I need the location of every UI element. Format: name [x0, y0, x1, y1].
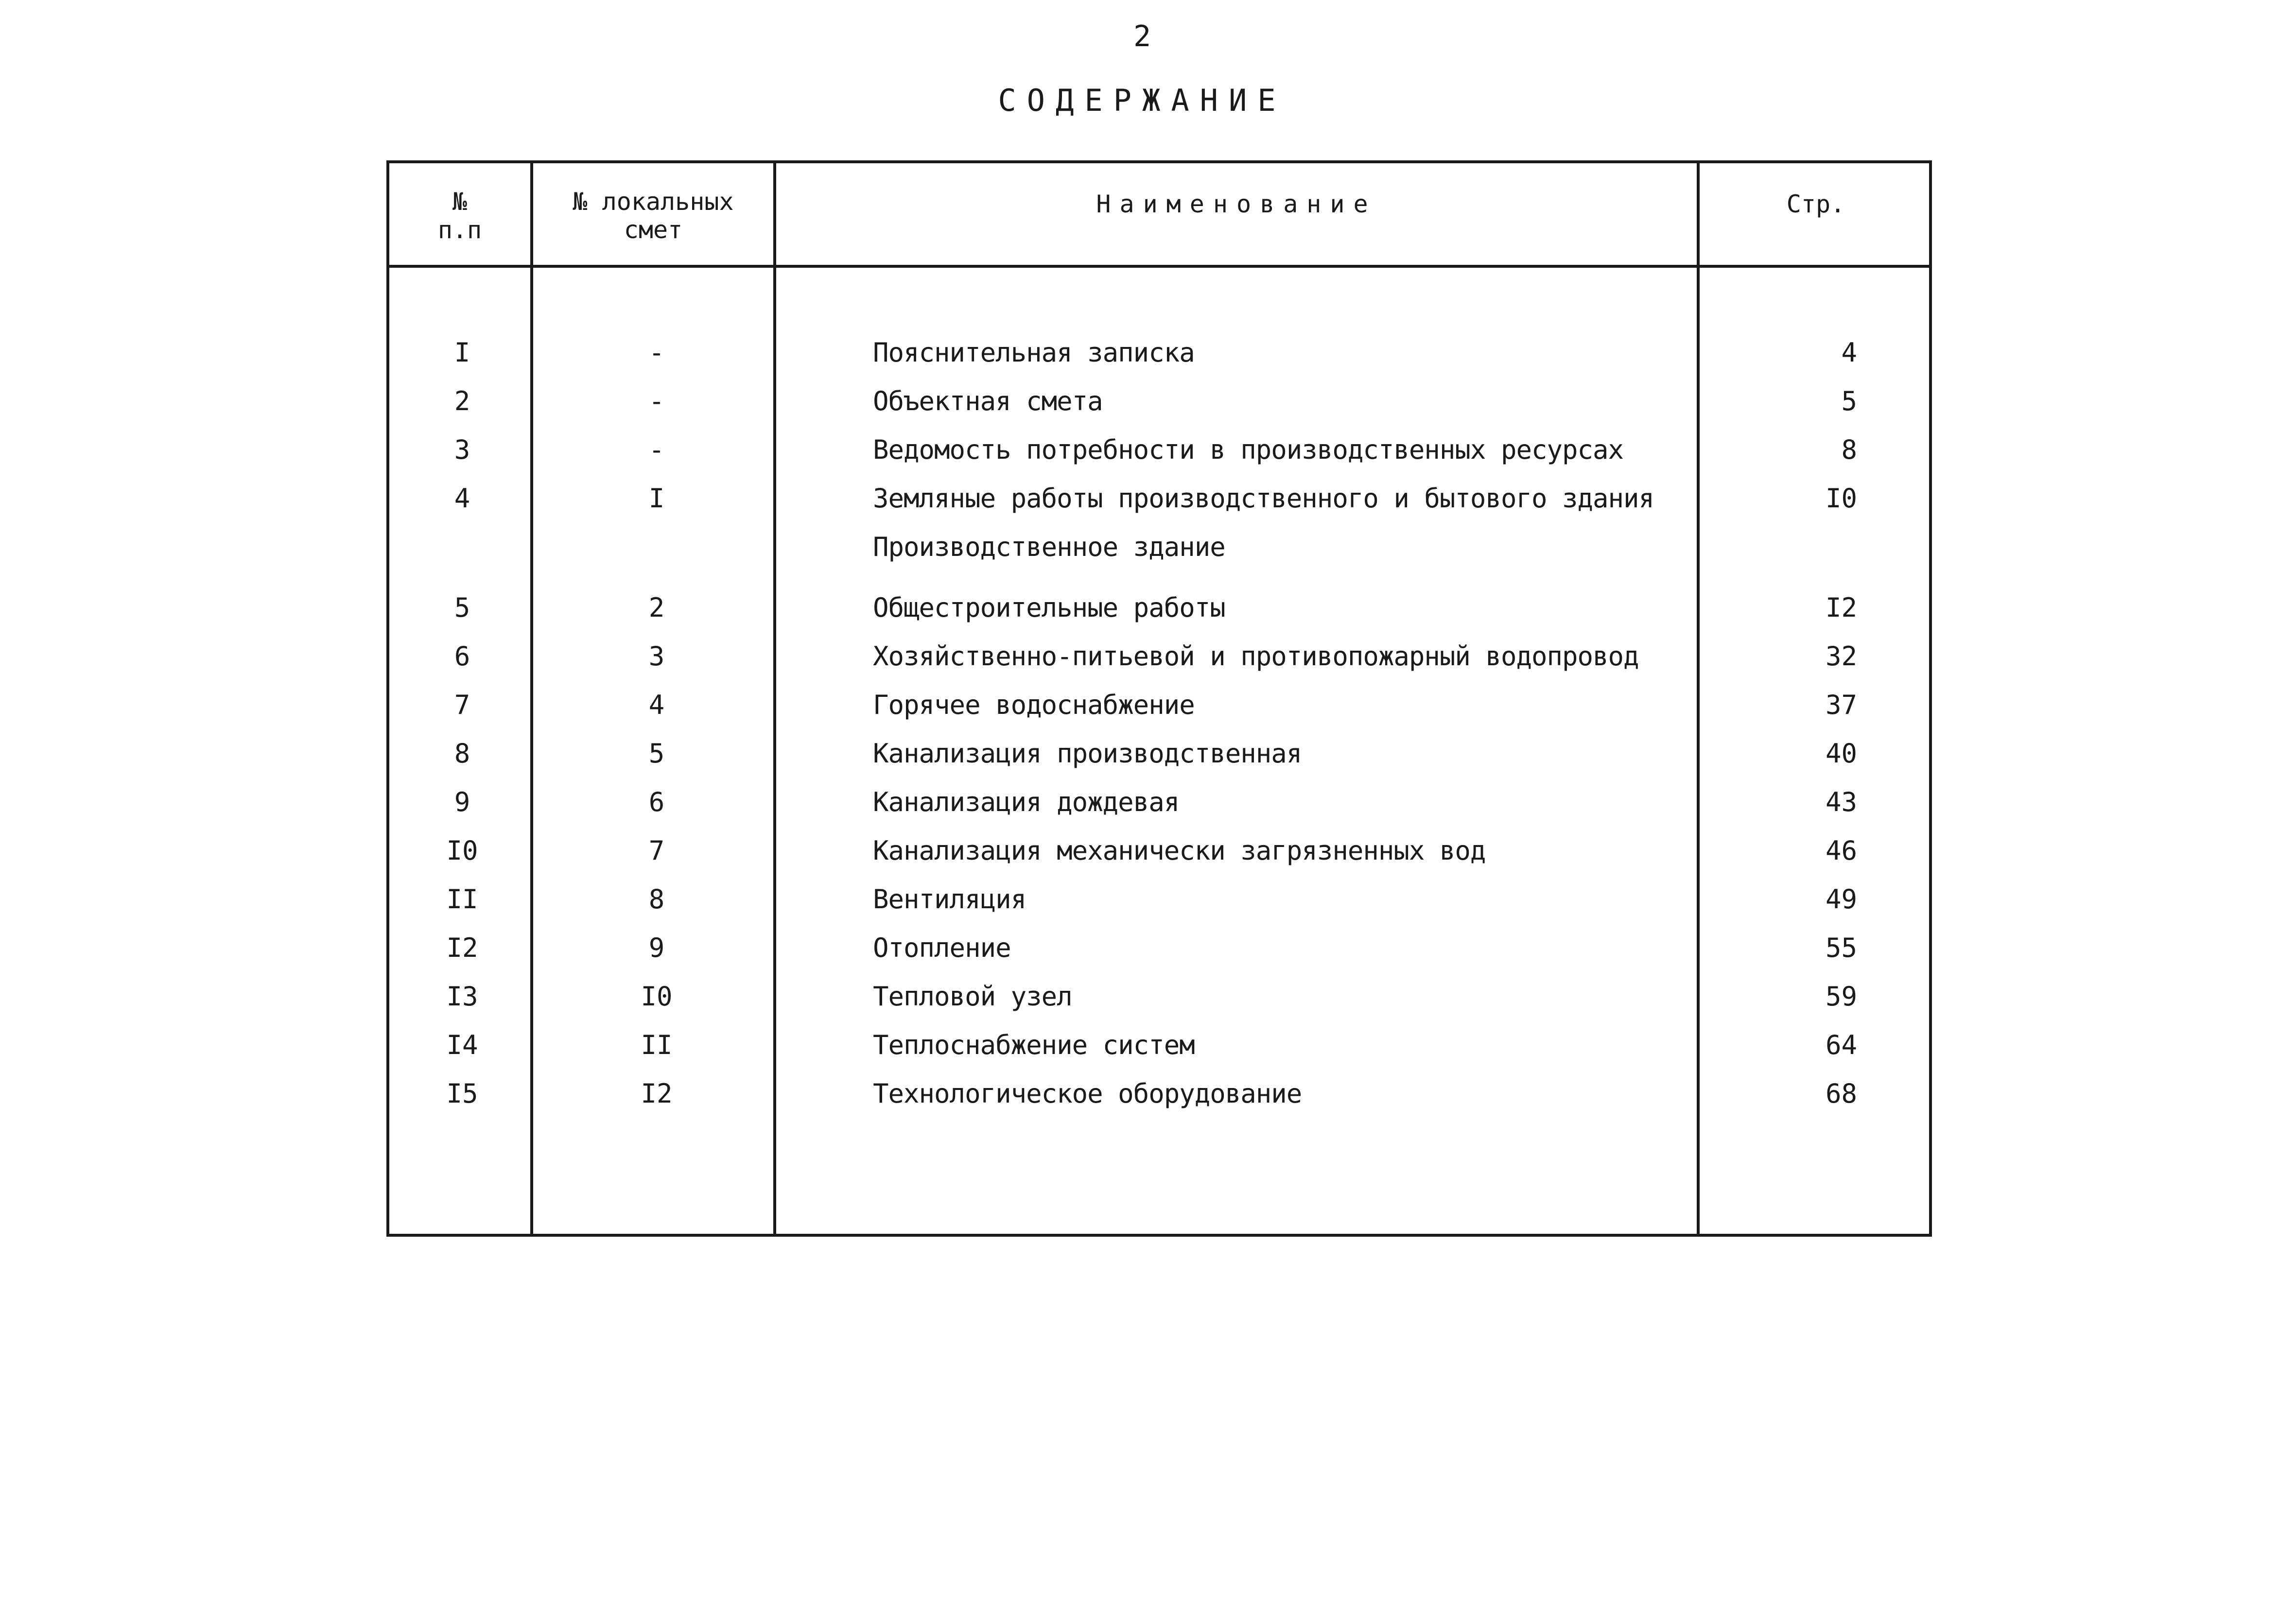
row-name: Ведомость потребности в производственных ресурсах — [873, 434, 1624, 465]
row-name: Отопление — [873, 933, 1011, 963]
row-local-estimate: 2 — [648, 592, 665, 623]
row-page: 4 — [1841, 337, 1857, 368]
row-number: I2 — [446, 933, 478, 963]
row-number: I4 — [446, 1030, 478, 1060]
row-page: 37 — [1825, 690, 1857, 720]
header-local-estimate-line2: смет — [624, 215, 683, 244]
row-name: Вентиляция — [873, 884, 1026, 915]
row-name: Канализация механически загрязненных вод — [873, 835, 1486, 866]
row-local-estimate: 7 — [648, 835, 665, 866]
table-row — [389, 780, 1929, 824]
row-page: 8 — [1841, 434, 1857, 465]
row-number: 7 — [454, 690, 470, 720]
row-number: 8 — [454, 738, 470, 769]
row-name: Пояснительная записка — [873, 337, 1195, 368]
row-local-estimate: II — [641, 1030, 673, 1060]
row-name: Технологическое оборудование — [873, 1078, 1302, 1109]
table-row — [389, 975, 1929, 1019]
table-row — [389, 331, 1929, 375]
table-row — [389, 926, 1929, 970]
row-number: 4 — [454, 483, 470, 514]
row-number: 6 — [454, 641, 470, 672]
row-page: 59 — [1825, 981, 1857, 1012]
row-number: I5 — [446, 1078, 478, 1109]
table-row — [389, 380, 1929, 423]
table-row — [389, 428, 1929, 472]
table-row — [389, 878, 1929, 921]
header-name: Наименование — [1096, 190, 1377, 218]
header-item-number — [389, 163, 530, 268]
row-number — [389, 525, 535, 569]
table-row — [389, 1023, 1929, 1067]
row-name: Канализация дождевая — [873, 787, 1180, 817]
table-row — [389, 732, 1929, 776]
row-number: II — [446, 884, 478, 915]
row-number: 5 — [454, 592, 470, 623]
header-local-estimate — [533, 163, 773, 268]
table-row — [389, 635, 1929, 678]
page-number: 2 — [1133, 19, 1151, 53]
table-row — [389, 1072, 1929, 1116]
row-local-estimate: 4 — [648, 690, 665, 720]
row-name: Объектная смета — [873, 386, 1103, 416]
row-local-estimate: 3 — [648, 641, 665, 672]
row-page — [1702, 525, 1857, 569]
row-local-estimate: 6 — [648, 787, 665, 817]
row-local-estimate: I0 — [641, 981, 673, 1012]
row-local-estimate: - — [648, 434, 665, 465]
row-page: 46 — [1825, 835, 1857, 866]
row-name: Общестроительные работы — [873, 592, 1225, 623]
row-page: I2 — [1825, 592, 1857, 623]
row-page: 49 — [1825, 884, 1857, 915]
table-row — [389, 477, 1929, 520]
row-name: Канализация производственная — [873, 738, 1302, 769]
row-number: 3 — [454, 434, 470, 465]
row-page: 68 — [1825, 1078, 1857, 1109]
row-page: 64 — [1825, 1030, 1857, 1060]
row-local-estimate: - — [648, 386, 665, 416]
row-page: 5 — [1841, 386, 1857, 416]
row-number: I — [454, 337, 470, 368]
table-row — [389, 586, 1929, 630]
row-number: 2 — [454, 386, 470, 416]
contents-table — [386, 160, 1932, 1237]
row-number: I3 — [446, 981, 478, 1012]
row-local-estimate: - — [648, 337, 665, 368]
header-item-number-line1: № — [452, 187, 468, 216]
row-page: 40 — [1825, 738, 1857, 769]
row-name: Теплоснабжение систем — [873, 1030, 1195, 1060]
row-local-estimate: I2 — [641, 1078, 673, 1109]
row-name: Тепловой узел — [873, 981, 1072, 1012]
row-page: I0 — [1825, 483, 1857, 514]
row-page: 55 — [1825, 933, 1857, 963]
table-row — [389, 829, 1929, 873]
row-page: 43 — [1825, 787, 1857, 817]
table-row — [389, 683, 1929, 727]
row-local-estimate — [535, 525, 778, 569]
header-local-estimate-line1: № локальных — [573, 187, 734, 216]
row-name: Производственное здание — [873, 532, 1225, 562]
row-local-estimate: 5 — [648, 738, 665, 769]
table-row — [389, 525, 1929, 569]
row-page: 32 — [1825, 641, 1857, 672]
row-local-estimate: I — [648, 483, 665, 514]
header-page: Стр. — [1786, 190, 1845, 218]
row-name: Земляные работы производственного и бытового здания — [873, 483, 1654, 514]
header-item-number-line2: п.п — [437, 215, 482, 244]
row-local-estimate: 9 — [648, 933, 665, 963]
table-header — [389, 163, 1929, 268]
row-name: Горячее водоснабжение — [873, 690, 1195, 720]
row-local-estimate: 8 — [648, 884, 665, 915]
row-number: I0 — [446, 835, 478, 866]
row-name: Хозяйственно-питьевой и противопожарный водопровод — [873, 641, 1639, 672]
row-number: 9 — [454, 787, 470, 817]
document-title: СОДЕРЖАНИЕ — [998, 83, 1287, 118]
